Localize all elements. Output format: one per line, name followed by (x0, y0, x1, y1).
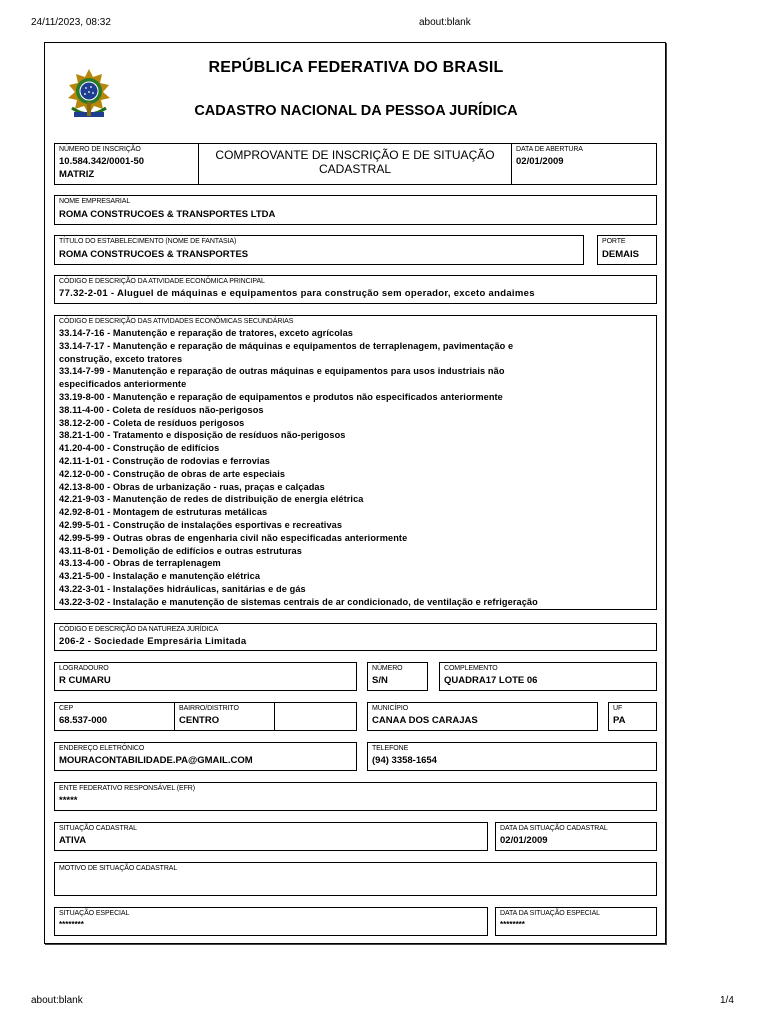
email-label: ENDEREÇO ELETRÔNICO (59, 745, 145, 752)
email-value: MOURACONTABILIDADE.PA@GMAIL.COM (59, 755, 253, 766)
print-datetime: 24/11/2023, 08:32 (31, 17, 111, 28)
data-situacao-cadastral-box (495, 822, 657, 851)
atividade-secundaria-item: 38.12-2-00 - Coleta de resíduos perigosos (59, 417, 245, 428)
complemento-value: QUADRA17 LOTE 06 (444, 675, 538, 686)
atividade-secundaria-item: 41.20-4-00 - Construção de edifícios (59, 443, 220, 454)
atividade-secundaria-item: 33.19-8-00 - Manutenção e reparação de equipamentos e produtos não especificados anteriormente (59, 391, 503, 402)
atividade-secundaria-item: 43.22-3-01 - Instalações hidráulicas, sanitárias e de gás (59, 583, 306, 594)
atividades-secundarias-label: CÓDIGO E DESCRIÇÃO DAS ATIVIDADES ECONÔMICAS SECUNDÁRIAS (59, 318, 294, 325)
atividade-principal-label: CÓDIGO E DESCRIÇÃO DA ATIVIDADE ECONÔMICA PRINCIPAL (59, 278, 265, 285)
logradouro-label: LOGRADOURO (59, 665, 109, 672)
telefone-value: (94) 3358-1654 (372, 755, 437, 766)
logradouro-value: R CUMARU (59, 675, 111, 686)
numero-value: S/N (372, 675, 388, 686)
atividade-secundaria-item: 43.11-8-01 - Demolição de edifícios e outras estruturas (59, 545, 302, 556)
uf-label: UF (613, 705, 623, 712)
atividades-secundarias-list (59, 327, 650, 609)
efr-box (54, 782, 657, 811)
titulo-estabelecimento-label: TÍTULO DO ESTABELECIMENTO (NOME DE FANTASIA) (59, 238, 237, 245)
document-title: REPÚBLICA FEDERATIVA DO BRASIL (208, 59, 504, 76)
atividade-secundaria-item: 42.99-5-99 - Outras obras de engenharia civil não especificadas anteriormente (59, 532, 408, 543)
atividade-secundaria-item: 43.13-4-00 - Obras de terraplenagem (59, 558, 221, 569)
atividade-secundaria-item: 42.12-0-00 - Construção de obras de arte especiais (59, 468, 286, 479)
atividade-secundaria-item: 43.21-5-00 - Instalação e manutenção elétrica (59, 571, 261, 582)
atividade-secundaria-item: especificados anteriormente (59, 379, 187, 390)
numero-inscricao-box (54, 143, 199, 185)
efr-value: ***** (59, 795, 78, 806)
natureza-juridica-value: 206-2 - Sociedade Empresária Limitada (59, 636, 247, 647)
nome-empresarial-value: ROMA CONSTRUCOES & TRANSPORTES LTDA (59, 209, 276, 220)
natureza-juridica-box (54, 623, 657, 651)
uf-box (608, 702, 657, 731)
print-footer-url: about:blank (31, 995, 83, 1006)
matriz-value: MATRIZ (59, 169, 95, 180)
porte-label: PORTE (602, 238, 626, 245)
atividade-secundaria-item: 33.14-7-99 - Manutenção e reparação de outras máquinas e equipamentos para usos industriais não (59, 366, 505, 377)
titulo-estabelecimento-value: ROMA CONSTRUCOES & TRANSPORTES (59, 249, 249, 260)
municipio-value: CANAA DOS CARAJAS (372, 715, 478, 726)
situacao-cadastral-value: ATIVA (59, 835, 87, 846)
numero-box (367, 662, 428, 691)
atividades-secundarias-box (54, 315, 657, 610)
motivo-situacao-label: MOTIVO DE SITUAÇÃO CADASTRAL (59, 865, 178, 872)
atividade-secundaria-item: 42.11-1-01 - Construção de rodovias e ferrovias (59, 455, 270, 466)
situacao-especial-label: SITUAÇÃO ESPECIAL (59, 910, 130, 917)
uf-value: PA (613, 715, 626, 726)
data-situacao-especial-label: DATA DA SITUAÇÃO ESPECIAL (500, 910, 600, 917)
data-abertura-value: 02/01/2009 (516, 156, 564, 167)
document-subtitle: CADASTRO NACIONAL DA PESSOA JURÍDICA (194, 103, 518, 119)
data-situacao-cadastral-label: DATA DA SITUAÇÃO CADASTRAL (500, 825, 608, 832)
data-situacao-cadastral-value: 02/01/2009 (500, 835, 548, 846)
comprovante-box (198, 143, 512, 185)
titulo-estabelecimento-box (54, 235, 584, 265)
email-box (54, 742, 357, 771)
nome-empresarial-box (54, 195, 657, 225)
natureza-juridica-label: CÓDIGO E DESCRIÇÃO DA NATUREZA JURÍDICA (59, 626, 218, 633)
situacao-cadastral-label: SITUAÇÃO CADASTRAL (59, 825, 137, 832)
atividade-secundaria-item: 42.13-8-00 - Obras de urbanização - ruas, praças e calçadas (59, 481, 325, 492)
motivo-situacao-box (54, 862, 657, 896)
cep-value: 68.537-000 (59, 715, 108, 726)
situacao-especial-box (54, 907, 488, 936)
telefone-label: TELEFONE (372, 745, 409, 752)
atividade-secundaria-item: 42.99-5-01 - Construção de instalações esportivas e recreativas (59, 519, 343, 530)
numero-inscricao-label: NÚMERO DE INSCRIÇÃO (59, 146, 141, 153)
logradouro-box (54, 662, 357, 691)
porte-value: DEMAIS (602, 249, 639, 260)
comprovante-title: COMPROVANTE DE INSCRIÇÃO E DE SITUAÇÃO CADASTRAL (215, 148, 495, 176)
cep-label: CEP (59, 705, 74, 712)
bairro-box (174, 702, 357, 731)
complemento-box (439, 662, 657, 691)
numero-label: NÚMERO (372, 665, 403, 672)
nome-empresarial-label: NOME EMPRESARIAL (59, 198, 131, 205)
bairro-value: CENTRO (179, 715, 220, 726)
data-abertura-label: DATA DE ABERTURA (516, 146, 583, 153)
atividade-principal-value: 77.32-2-01 - Aluguel de máquinas e equipamentos para construção sem operador, exceto andaimes (59, 288, 535, 299)
municipio-label: MUNICÍPIO (372, 705, 409, 712)
print-page-title: about:blank (419, 17, 471, 28)
atividade-secundaria-item: construção, exceto tratores (59, 353, 183, 364)
telefone-box (367, 742, 657, 771)
atividade-secundaria-item: 33.14-7-16 - Manutenção e reparação de tratores, exceto agrícolas (59, 328, 353, 338)
atividade-secundaria-item: 42.21-9-03 - Manutenção de redes de distribuição de energia elétrica (59, 494, 364, 505)
porte-box (597, 235, 657, 265)
bairro-label: BAIRRO/DISTRITO (179, 705, 239, 712)
atividade-secundaria-item: 42.92-8-01 - Montagem de estruturas metálicas (59, 507, 268, 518)
municipio-box (367, 702, 598, 731)
complemento-label: COMPLEMENTO (444, 665, 498, 672)
data-situacao-especial-value: ******** (500, 920, 525, 929)
coat-of-arms-icon (62, 68, 116, 122)
data-situacao-especial-box (495, 907, 657, 936)
document-frame (44, 42, 666, 944)
situacao-especial-value: ******** (59, 920, 84, 929)
atividade-secundaria-item: 38.21-1-00 - Tratamento e disposição de resíduos não-perigosos (59, 430, 346, 441)
atividade-principal-box (54, 275, 657, 304)
data-abertura-box (511, 143, 657, 185)
efr-label: ENTE FEDERATIVO RESPONSÁVEL (EFR) (59, 785, 195, 792)
atividade-secundaria-item: 33.14-7-17 - Manutenção e reparação de máquinas e equipamentos de terraplenagem, pavimentação e (59, 340, 514, 351)
atividade-secundaria-item: 38.11-4-00 - Coleta de resíduos não-perigosos (59, 404, 264, 415)
print-page-number: 1/4 (720, 995, 734, 1006)
numero-inscricao-value: 10.584.342/0001-50 (59, 156, 145, 167)
situacao-cadastral-box (54, 822, 488, 851)
atividade-secundaria-item: 43.22-3-02 - Instalação e manutenção de sistemas centrais de ar condicionado, de ventilação e refrigeração (59, 596, 538, 607)
